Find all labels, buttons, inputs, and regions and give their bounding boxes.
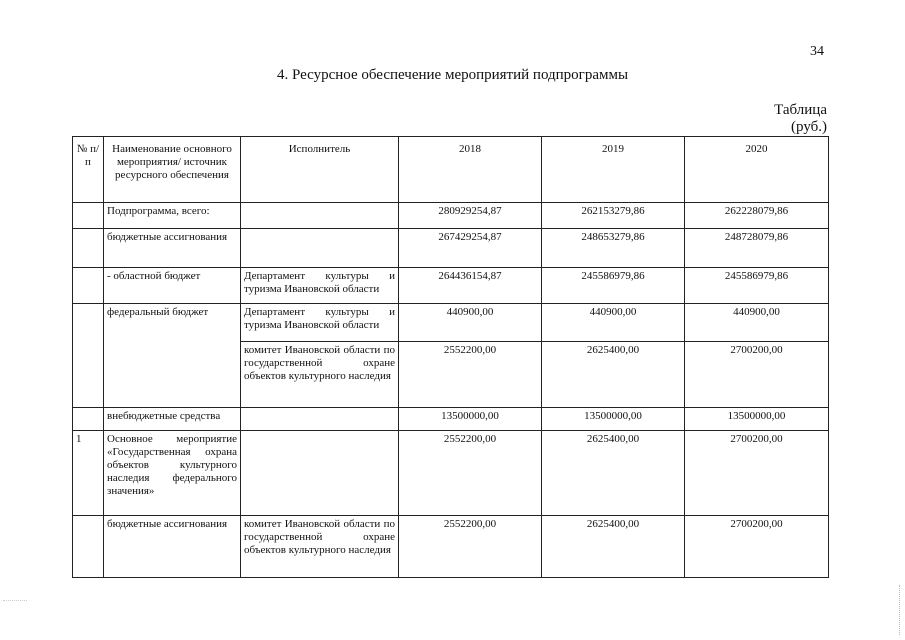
value-2018: 264436154,87 xyxy=(399,268,542,304)
header-num: № п/п xyxy=(73,137,104,203)
value-2019: 2625400,00 xyxy=(542,431,685,516)
value-2020: 262228079,86 xyxy=(685,203,829,229)
row-name: бюджетные ассигнования xyxy=(104,516,241,578)
row-executor: Департамент культуры и туризма Ивановской области xyxy=(241,304,399,342)
header-2020: 2020 xyxy=(685,137,829,203)
value-2019: 245586979,86 xyxy=(542,268,685,304)
row-executor: Департамент культуры и туризма Ивановской области xyxy=(241,268,399,304)
header-2018: 2018 xyxy=(399,137,542,203)
value-2019: 440900,00 xyxy=(542,304,685,342)
header-2019: 2019 xyxy=(542,137,685,203)
row-name: Основное мероприятие «Государственная охрана объектов культурного наследия федерального значения» xyxy=(104,431,241,516)
table-row xyxy=(73,268,829,304)
table-row xyxy=(73,516,829,578)
value-2020: 245586979,86 xyxy=(685,268,829,304)
row-name: федеральный бюджет xyxy=(104,304,241,408)
header-executor: Исполнитель xyxy=(241,137,399,203)
caption-table-label: Таблица xyxy=(774,102,827,118)
table-caption xyxy=(774,102,827,136)
value-2018: 2552200,00 xyxy=(399,516,542,578)
value-2018: 280929254,87 xyxy=(399,203,542,229)
scan-margin-marks-left xyxy=(3,600,27,602)
table-row xyxy=(73,229,829,268)
page-number: 34 xyxy=(810,44,824,59)
value-2019: 13500000,00 xyxy=(542,408,685,431)
row-name: бюджетные ассигнования xyxy=(104,229,241,268)
row-name: Подпрограмма, всего: xyxy=(104,203,241,229)
row-name: внебюджетные средства xyxy=(104,408,241,431)
row-num: 1 xyxy=(73,431,104,516)
table-row xyxy=(73,431,829,516)
row-executor: комитет Ивановской области по государственной охране объектов культурного наследия xyxy=(241,342,399,408)
table-row xyxy=(73,408,829,431)
value-2019: 248653279,86 xyxy=(542,229,685,268)
caption-units: (руб.) xyxy=(791,119,827,135)
resource-table xyxy=(72,136,829,578)
table-header-row xyxy=(73,137,829,203)
value-2019: 2625400,00 xyxy=(542,516,685,578)
page-title: 4. Ресурсное обеспечение мероприятий подпрограммы xyxy=(276,67,629,83)
value-2020: 2700200,00 xyxy=(685,516,829,578)
value-2020: 13500000,00 xyxy=(685,408,829,431)
table-row xyxy=(73,304,829,342)
row-name: - областной бюджет xyxy=(104,268,241,304)
value-2020: 2700200,00 xyxy=(685,431,829,516)
value-2020: 248728079,86 xyxy=(685,229,829,268)
value-2020: 2700200,00 xyxy=(685,342,829,408)
value-2018: 267429254,87 xyxy=(399,229,542,268)
table-row xyxy=(73,203,829,229)
value-2019: 262153279,86 xyxy=(542,203,685,229)
value-2018: 2552200,00 xyxy=(399,431,542,516)
value-2018: 440900,00 xyxy=(399,304,542,342)
value-2018: 2552200,00 xyxy=(399,342,542,408)
scan-margin-marks xyxy=(899,585,902,635)
value-2018: 13500000,00 xyxy=(399,408,542,431)
header-name: Наименование основного мероприятия/ источник ресурсного обеспечения xyxy=(104,137,241,203)
row-executor: комитет Ивановской области по государственной охране объектов культурного наследия xyxy=(241,516,399,578)
value-2020: 440900,00 xyxy=(685,304,829,342)
value-2019: 2625400,00 xyxy=(542,342,685,408)
